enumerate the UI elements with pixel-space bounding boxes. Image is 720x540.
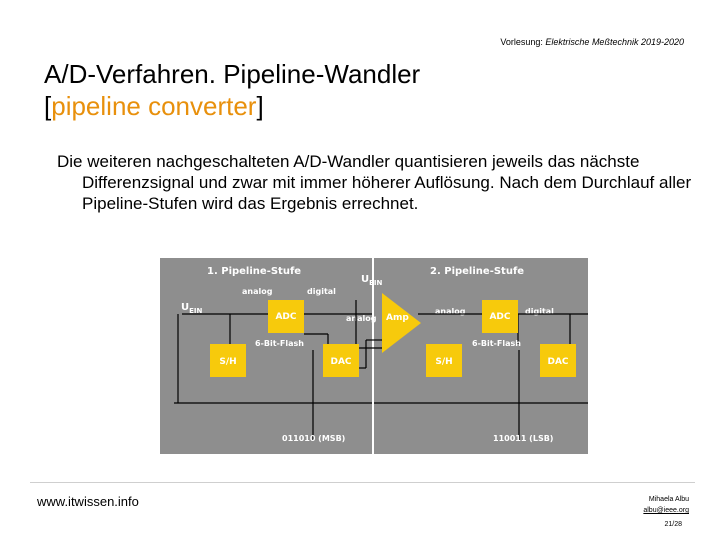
footer-divider <box>30 482 695 483</box>
title-line-2 <box>44 90 420 122</box>
stage-1-flash-label: 6-Bit-Flash <box>255 339 304 348</box>
stage-2-dac-label: DAC <box>547 357 569 367</box>
source-website: www.itwissen.info <box>37 494 139 509</box>
amplifier-label: Amp <box>386 313 409 323</box>
stage-1-analog-label: analog <box>242 287 273 296</box>
body-text <box>57 151 707 214</box>
stage-2-input-voltage-label: $U_{EIN}$ <box>361 274 383 287</box>
stage-1-output-label: 011010 (MSB) <box>282 434 346 443</box>
author-name: Mihaela Albu <box>648 496 689 503</box>
title-english: pipeline converter <box>51 91 257 121</box>
title-line-1: A/D-Verfahren. Pipeline-Wandler <box>44 59 421 89</box>
page-number: 21/28 <box>664 521 682 528</box>
course-name: Elektrische Meßtechnik 2019-2020 <box>545 37 684 47</box>
stage-2-output-label: 110011 (LSB) <box>493 434 554 443</box>
stage-1-adc-label: ADC <box>275 312 297 322</box>
lecture-prefix: Vorlesung: <box>500 37 546 47</box>
amp-analog-label: analog <box>346 314 377 323</box>
stage-2-digital-label: digital <box>525 307 554 316</box>
stage-1-dac-label: DAC <box>330 357 352 367</box>
stage-2-analog-label: analog <box>435 307 466 316</box>
stage-1-digital-label: digital <box>307 287 336 296</box>
input-voltage-label: $U_{EIN}$ <box>181 302 203 315</box>
title-bracket-close: ] <box>256 91 264 121</box>
stage-2-flash-label: 6-Bit-Flash <box>472 339 521 348</box>
stage-2-sh-label: S/H <box>435 357 453 367</box>
stage-2-adc-label: ADC <box>489 312 511 322</box>
body-paragraph: Die weiteren nachgeschalteten A/D-Wandler quantisieren jeweils das nächste Differenzsignal und zwar mit immer höherer Auflösung. Nach dem Durchlauf aller Pipeline-Stufen wird das Ergebnis errechnet. <box>57 152 692 213</box>
stage-1-sh-label: S/H <box>219 357 237 367</box>
title-bracket-open: [ <box>44 91 52 121</box>
stage-2-title: 2. Pipeline-Stufe <box>430 266 525 277</box>
author-block <box>643 494 689 516</box>
stage-1-title: 1. Pipeline-Stufe <box>207 266 302 277</box>
pipeline-diagram <box>160 258 588 454</box>
lecture-header <box>500 37 684 47</box>
author-email-link[interactable]: albu@ieee.org <box>643 507 689 514</box>
slide-title <box>44 58 420 122</box>
